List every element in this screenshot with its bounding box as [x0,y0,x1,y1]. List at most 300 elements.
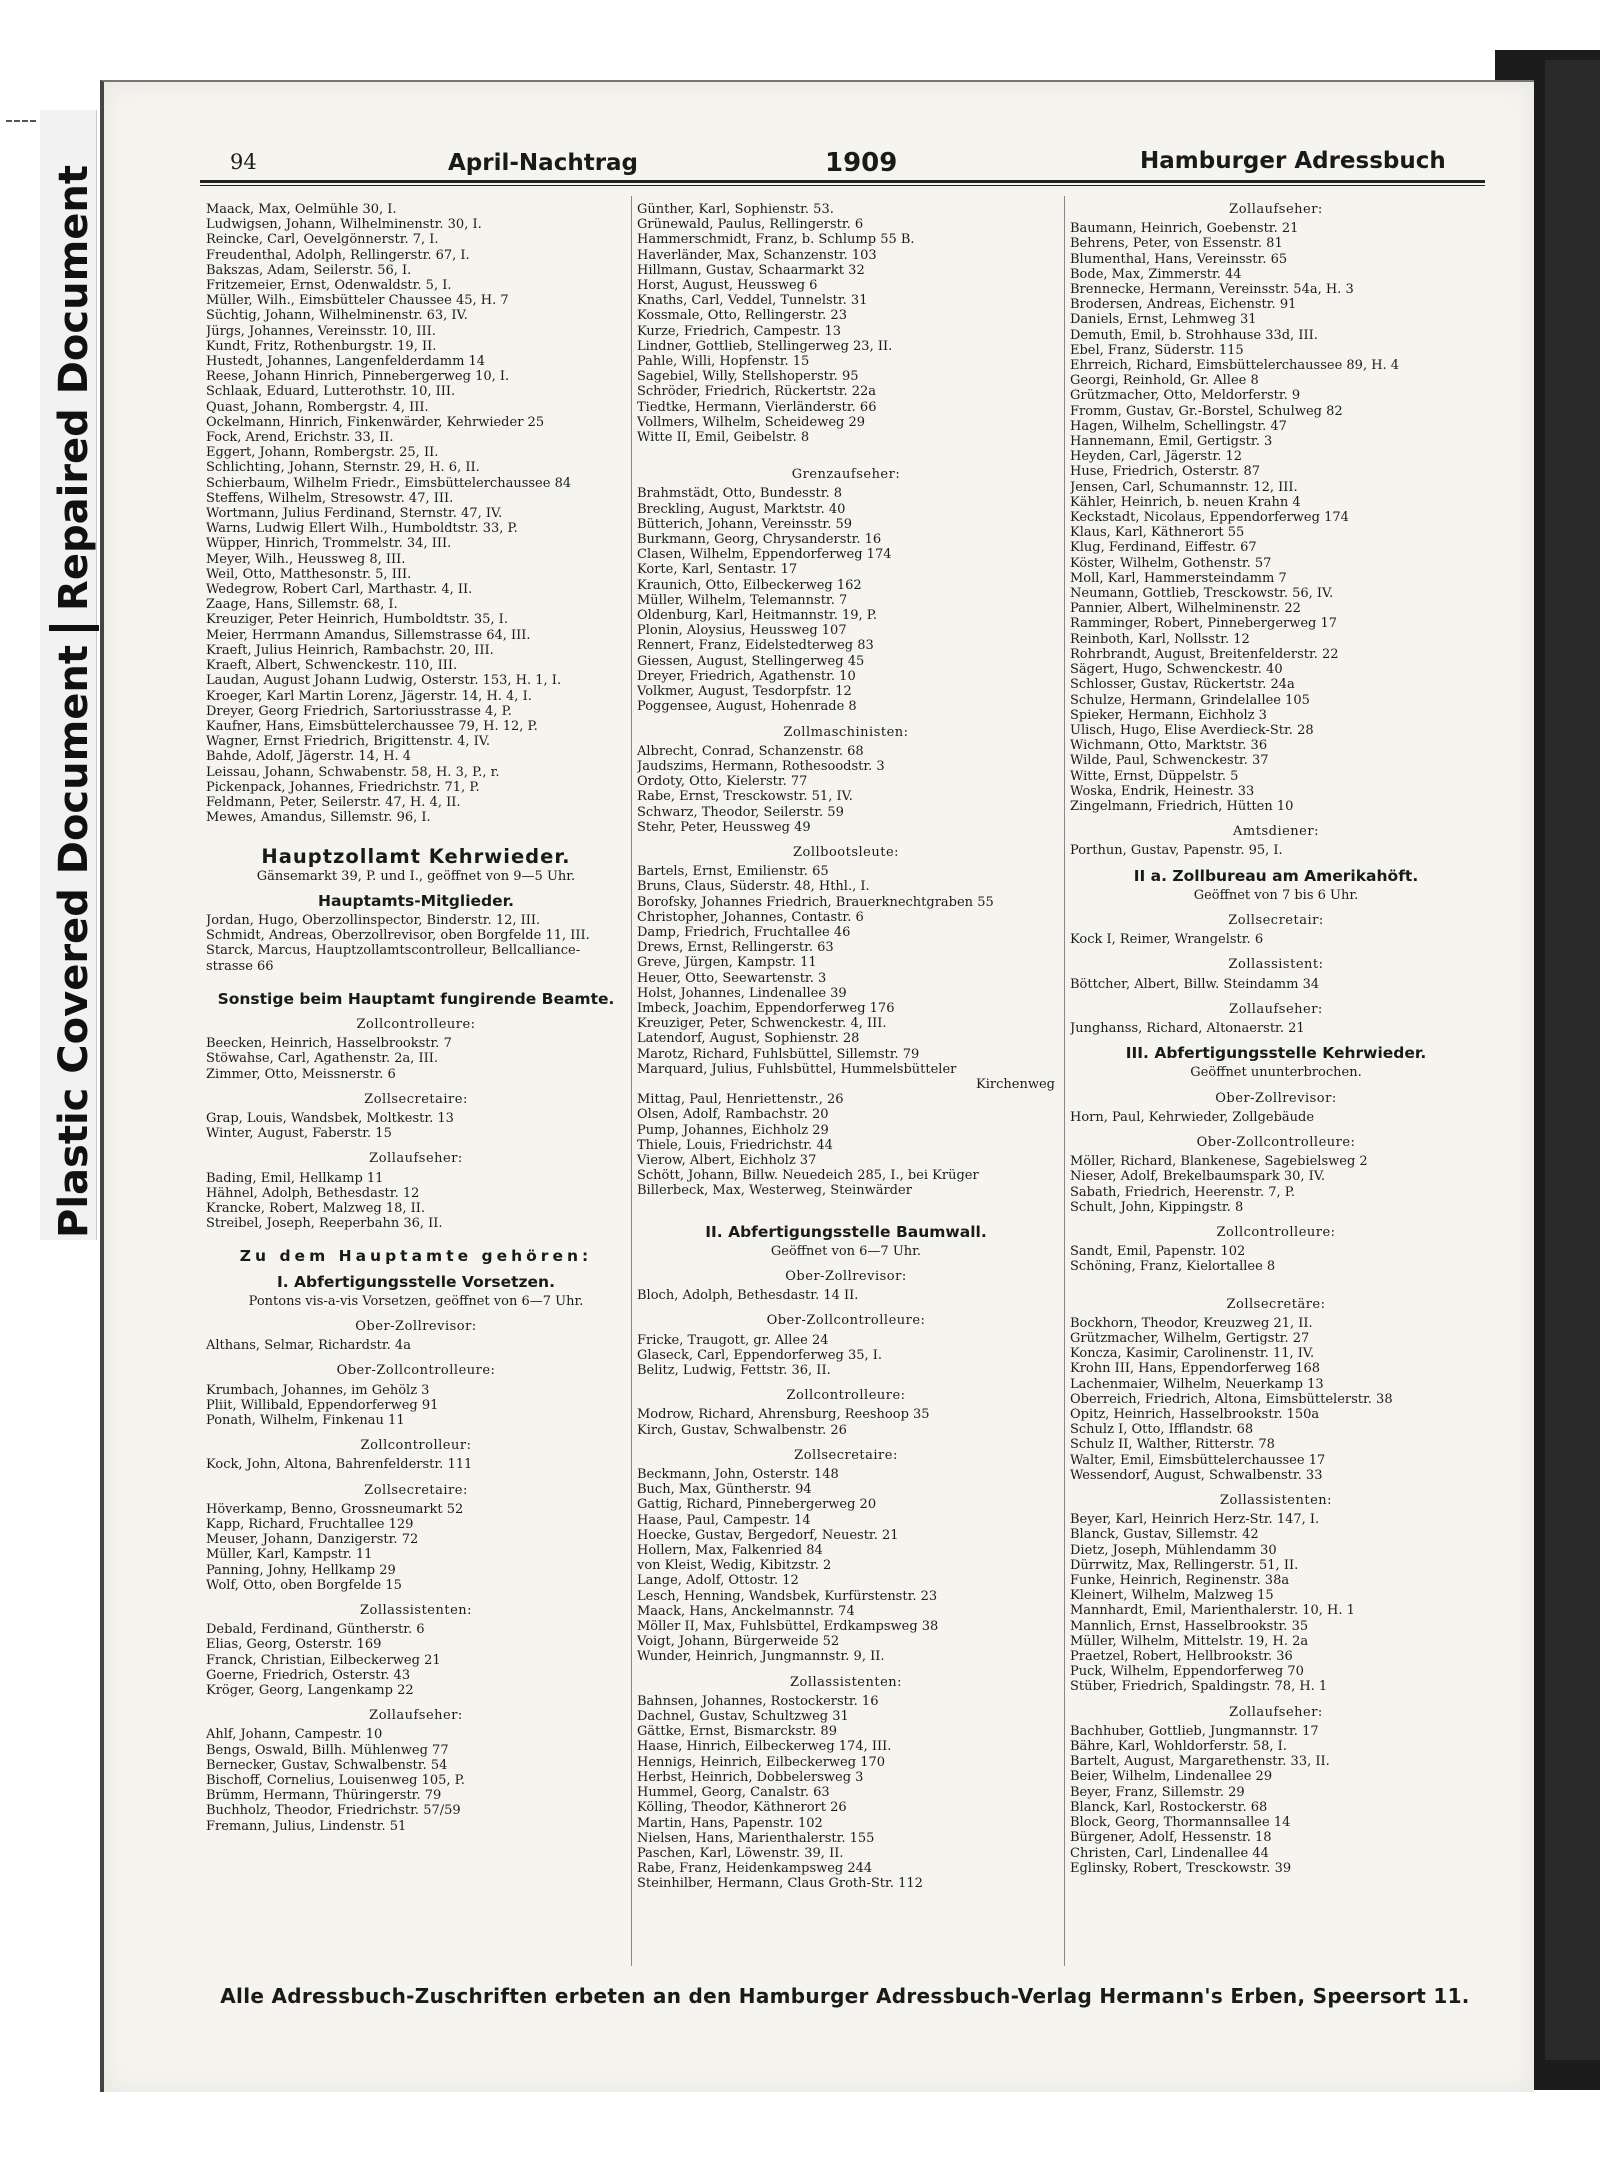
directory-entry: Korte, Karl, Sentastr. 17 [637,562,798,578]
directory-entry: Reincke, Carl, Oevelgönnerstr. 7, I. [206,232,439,248]
entry-list [637,1333,1055,1379]
directory-entry: Laudan, August Johann Ludwig, Osterstr. 153, H. 1, I. [206,673,562,689]
directory-entry: Ockelmann, Hinrich, Finkenwärder, Kehrwieder 25 [206,414,545,430]
directory-entry: Tiedtke, Hermann, Vierländerstr. 66 [637,399,877,415]
directory-entry: Clasen, Wilhelm, Eppendorferweg 174 [637,547,892,563]
directory-entry: Pickenpack, Johannes, Friedrichstr. 71, P. [206,779,480,795]
directory-entry: Olsen, Adolf, Rambachstr. 20 [637,1107,829,1123]
directory-entry: Jensen, Carl, Schumannstr. 12, III. [1070,479,1298,495]
directory-entry: Christen, Carl, Lindenallee 44 [1070,1845,1269,1861]
directory-entry: Dietz, Joseph, Mühlendamm 30 [1070,1542,1277,1558]
directory-entry: Meyer, Wilh., Heussweg 8, III. [206,551,406,567]
directory-entry: Kock I, Reimer, Wrangelstr. 6 [1070,932,1264,948]
group-heading: Ober-Zollcontrolleure: [336,1363,496,1379]
directory-entry: Ebel, Franz, Süderstr. 115 [1070,342,1244,358]
directory-entry: Fock, Arend, Erichstr. 33, II. [206,430,394,446]
directory-entry: Latendorf, August, Sophienstr. 28 [637,1031,860,1047]
entry-list [1070,1316,1482,1483]
directory-entry: Bischoff, Cornelius, Louisenweg 105, P. [206,1773,465,1789]
directory-entry: Mannlich, Ernst, Hasselbrookstr. 35 [1070,1618,1309,1634]
directory-entry: Christopher, Johannes, Contastr. 6 [637,909,864,925]
directory-entry: Brümm, Hermann, Thüringerstr. 79 [206,1788,442,1804]
page-footer: Alle Adressbuch-Zuschriften erbeten an den Hamburger Adressbuch-Verlag Hermann's Erben, Speersort 11. [220,1984,1470,2008]
directory-entry: Süchtig, Johann, Wilhelminenstr. 63, IV. [206,308,468,324]
directory-entry: Paschen, Karl, Löwenstr. 39, II. [637,1845,844,1861]
entry-list [206,1383,626,1429]
group-heading: Zollsecretäre: [1226,1296,1326,1312]
entry-list [637,1288,1055,1303]
directory-entry: Müller, Wilh., Eimsbütteler Chaussee 45, H. 7 [206,293,509,309]
directory-entry: Reinboth, Karl, Nollsstr. 12 [1070,631,1250,647]
section-subtitle: Geöffnet von 7 bis 6 Uhr. [1193,887,1359,903]
section-title: III. Abfertigungsstelle Kehrwieder. [1125,1044,1427,1063]
directory-entry: Heuer, Otto, Seewartenstr. 3 [637,970,827,986]
directory-entry: Schult, John, Kippingstr. 8 [1070,1199,1244,1215]
directory-entry: Schulz I, Otto, Ifflandstr. 68 [1070,1422,1254,1438]
directory-entry: Fremann, Julius, Lindenstr. 51 [206,1818,407,1834]
directory-entry: Schulz II, Walther, Ritterstr. 78 [1070,1437,1275,1453]
directory-entry: Beecken, Heinrich, Hasselbrookstr. 7 [206,1036,452,1052]
directory-entry: Dreyer, Friedrich, Agathenstr. 10 [637,668,856,684]
column-divider [631,196,632,1966]
directory-entry: Witte II, Emil, Geibelstr. 8 [637,430,810,446]
directory-entry: Martin, Hans, Papenstr. 102 [637,1815,823,1831]
directory-entry: Debald, Ferdinand, Güntherstr. 6 [206,1622,425,1638]
directory-entry: Hollern, Max, Falkenried 84 [637,1543,823,1559]
directory-entry: Grützmacher, Wilhelm, Gertigstr. 27 [1070,1331,1310,1346]
directory-entry: Bahnsen, Johannes, Rostockerstr. 16 [637,1693,879,1709]
directory-entry: Wortmann, Julius Ferdinand, Sternstr. 47, IV. [206,506,503,522]
directory-entry: Vollmers, Wilhelm, Scheideweg 29 [637,414,866,430]
directory-entry: Funke, Heinrich, Reginenstr. 38a [1070,1573,1290,1589]
directory-entry: Blumenthal, Hans, Vereinsstr. 65 [1070,251,1288,267]
directory-entry: Bachhuber, Gottlieb, Jungmannstr. 17 [1070,1723,1319,1739]
directory-entry: Gättke, Ernst, Bismarckstr. 89 [637,1724,837,1740]
directory-entry: Beckmann, John, Osterstr. 148 [637,1467,839,1483]
directory-entry: Müller, Wilhelm, Telemannstr. 7 [637,592,848,608]
directory-entry: Mannhardt, Emil, Marienthalerstr. 10, H. 1 [1070,1603,1355,1619]
directory-entry: Bernecker, Gustav, Schwalbenstr. 54 [206,1757,448,1773]
group-heading: Zollbootsleute: [792,844,900,860]
directory-entry: Wilde, Paul, Schwenckestr. 37 [1070,753,1269,769]
directory-entry: Bürgener, Adolf, Hessenstr. 18 [1070,1830,1272,1846]
directory-entry: Dreyer, Georg Friedrich, Sartoriusstrasse 4, P. [206,703,512,719]
directory-entry: Müller, Karl, Kampstr. 11 [206,1547,373,1563]
directory-entry: Heyden, Carl, Jägerstr. 12 [1070,449,1243,465]
group-heading: Zollsecretaire: [364,1091,468,1107]
directory-entry: Pump, Johannes, Eichholz 29 [637,1122,829,1138]
entry-list [206,1457,626,1472]
entry-list [1070,1244,1482,1274]
directory-entry: Huse, Friedrich, Osterstr. 87 [1070,464,1260,480]
directory-entry: Wolf, Otto, oben Borgfelde 15 [206,1577,402,1593]
directory-entry: Rohrbrandt, August, Breitenfelderstr. 22 [1070,646,1339,662]
directory-entry: Moll, Karl, Hammersteindamm 7 [1070,570,1287,586]
directory-entry: Lindner, Gottlieb, Stellingerweg 23, II. [637,338,893,354]
directory-entry: Voigt, Johann, Bürgerweide 52 [637,1634,840,1650]
directory-entry: Hannemann, Emil, Gertigstr. 3 [1070,434,1273,450]
directory-entry: strasse 66 [206,958,274,974]
directory-entry: Buchholz, Theodor, Friedrichstr. 57/59 [206,1803,461,1819]
entry-list [206,1111,626,1141]
directory-entry: Breckling, August, Marktstr. 40 [637,501,846,517]
directory-entry: Schulze, Hermann, Grindelallee 105 [1070,692,1310,708]
directory-entry: Blanck, Karl, Rostockerstr. 68 [1070,1799,1268,1815]
directory-entry: Fritzemeier, Ernst, Odenwaldstr. 5, I. [206,278,452,294]
header-right-title: Hamburger Adressbuch [1140,148,1446,174]
group-heading: Zollcontrolleure: [1216,1224,1336,1240]
directory-entry: Grap, Louis, Wandsbek, Moltkestr. 13 [206,1110,454,1126]
entry-list [1070,1021,1482,1036]
directory-entry: Sandt, Emil, Papenstr. 102 [1070,1244,1246,1260]
entry-list [1070,1110,1482,1125]
directory-entry: Dürrwitz, Max, Rellingerstr. 51, II. [1070,1557,1299,1573]
directory-entry: Hennigs, Heinrich, Eilbeckerweg 170 [637,1754,886,1770]
directory-entry: Ehrreich, Richard, Eimsbüttelerchaussee 89, H. 4 [1070,358,1400,374]
section-subtitle: Pontons vis-a-vis Vorsetzen, geöffnet von 6—7 Uhr. [248,1293,584,1309]
directory-entry: Stüber, Friedrich, Spaldingstr. 78, H. 1 [1070,1679,1328,1695]
directory-entry: Bengs, Oswald, Billh. Mühlenweg 77 [206,1742,449,1758]
directory-entry: Zaage, Hans, Sillemstr. 68, I. [206,597,398,613]
entry-list [1070,1512,1482,1694]
directory-entry: Gattig, Richard, Pinnebergerweg 20 [637,1497,877,1513]
entry-list [206,202,626,825]
directory-entry: Blanck, Gustav, Sillemstr. 42 [1070,1527,1259,1543]
directory-entry: Giessen, August, Stellingerweg 45 [637,653,865,669]
directory-entry: Steinhilber, Hermann, Claus Groth-Str. 112 [637,1876,923,1892]
directory-entry: Jürgs, Johannes, Vereinsstr. 10, III. [206,323,436,339]
directory-entry: Freudenthal, Adolph, Rellingerstr. 67, I. [206,247,470,263]
directory-entry: Bütterich, Johann, Vereinsstr. 59 [637,516,853,532]
directory-entry: Goerne, Friedrich, Osterstr. 43 [206,1667,411,1683]
directory-entry: Hagen, Wilhelm, Schellingstr. 47 [1070,418,1287,434]
group-heading: Grenzaufseher: [791,467,901,483]
directory-entry: Kossmale, Otto, Rellingerstr. 23 [637,308,847,324]
directory-entry: Quast, Johann, Rombergstr. 4, III. [206,399,429,415]
directory-entry: Horst, August, Heussweg 6 [637,278,818,294]
entry-continuation: Kirchenweg [976,1076,1055,1092]
entry-list [637,1467,1055,1665]
directory-entry: Pannier, Albert, Wilhelminenstr. 22 [1070,601,1301,617]
directory-entry: Oldenburg, Karl, Heitmannstr. 19, P. [637,608,878,624]
directory-entry: Bockhorn, Theodor, Kreuzweg 21, II. [1070,1315,1313,1331]
directory-entry: Müller, Wilhelm, Mittelstr. 19, H. 2a [1070,1633,1309,1649]
directory-entry: Köster, Wilhelm, Gothenstr. 57 [1070,555,1272,571]
sleeve-label-top: Repaired Document [51,165,97,611]
directory-entry: Brahmstädt, Otto, Bundesstr. 8 [637,486,843,502]
directory-entry: Meuser, Johann, Danzigerstr. 72 [206,1532,419,1548]
directory-entry: Schröder, Friedrich, Rückertstr. 22a [637,384,877,400]
directory-entry: Sagebiel, Willy, Stellshoperstr. 95 [637,369,859,385]
directory-entry: Ulisch, Hugo, Elise Averdieck-Str. 28 [1070,722,1314,738]
directory-entry: Krancke, Robert, Malzweg 18, II. [206,1200,426,1216]
directory-entry: Jordan, Hugo, Oberzollinspector, Binderstr. 12, III. [206,912,541,928]
directory-entry: Wedegrow, Robert Carl, Marthastr. 4, II. [206,582,473,598]
directory-entry: Daniels, Ernst, Lehmweg 31 [1070,312,1257,328]
directory-entry: Krumbach, Johannes, im Gehölz 3 [206,1382,430,1398]
group-heading: Ober-Zollcontrolleure: [766,1313,926,1329]
group-heading: Ober-Zollrevisor: [1215,1090,1337,1106]
directory-entry: Schlaak, Eduard, Lutterothstr. 10, III. [206,384,456,400]
directory-entry: Marquard, Julius, Fuhlsbüttel, Hummelsbütteler [637,1061,957,1077]
group-heading: Zollassistenten: [789,1674,903,1690]
directory-entry: Ponath, Wilhelm, Finkenau 11 [206,1413,405,1429]
directory-entry: Kröger, Georg, Langenkamp 22 [206,1683,414,1699]
section-title: II a. Zollbureau am Amerikahöft. [1133,866,1419,885]
directory-entry: Puck, Wilhelm, Eppendorferweg 70 [1070,1664,1304,1680]
directory-entry: Brodersen, Andreas, Eichenstr. 91 [1070,297,1297,313]
entry-list [1070,221,1482,814]
column-middle [637,202,1055,1892]
directory-entry: Kreuziger, Peter, Schwenckestr. 4, III. [637,1016,887,1032]
directory-entry: Schöning, Franz, Kielortallee 8 [1070,1259,1276,1275]
directory-entry: Hammerschmidt, Franz, b. Schlump 55 B. [637,232,915,248]
header-left-title: April-Nachtrag [448,150,639,176]
directory-entry: Meier, Herrmann Amandus, Sillemstrasse 64, III. [206,627,531,643]
directory-entry: Glaseck, Carl, Eppendorferweg 35, I. [637,1347,883,1363]
section-title: I. Abfertigungsstelle Vorsetzen. [277,1272,555,1291]
group-heading: Zollmaschinisten: [783,724,909,740]
group-heading: Zollcontrolleure: [356,1016,476,1032]
section-title: II. Abfertigungsstelle Baumwall. [705,1222,987,1241]
directory-entry: Pahle, Willi, Hopfenstr. 15 [637,354,810,370]
directory-entry: Wunder, Heinrich, Jungmannstr. 9, II. [637,1649,885,1665]
directory-entry: Fromm, Gustav, Gr.-Borstel, Schulweg 82 [1070,403,1343,419]
directory-entry: Koncza, Kasimir, Carolinenstr. 11, IV. [1070,1346,1315,1362]
directory-entry: Schwarz, Theodor, Seilerstr. 59 [637,804,844,820]
section-subtitle: Gänsemarkt 39, P. und I., geöffnet von 9—5 Uhr. [256,868,576,884]
group-heading: Zollaufseher: [369,1708,463,1724]
directory-entry: von Kleist, Wedig, Kibitzstr. 2 [637,1558,832,1574]
column-divider [1064,196,1065,1966]
directory-entry: Beyer, Karl, Heinrich Herz-Str. 147, I. [1070,1512,1320,1528]
entry-list [637,1092,1055,1198]
directory-entry: Behrens, Peter, von Essenstr. 81 [1070,236,1283,252]
group-heading: Ober-Zollcontrolleure: [1196,1134,1356,1150]
directory-entry: Imbeck, Joachim, Eppendorferweg 176 [637,1000,895,1016]
directory-entry: Ramminger, Robert, Pinnebergerweg 17 [1070,616,1338,632]
directory-entry: Modrow, Richard, Ahrensburg, Reeshoop 35 [637,1407,930,1423]
group-heading: Zollsecretair: [1228,912,1324,928]
entry-list [206,1502,626,1593]
directory-entry: Mewes, Amandus, Sillemstr. 96, I. [206,810,431,826]
group-heading: Zollaufseher: [1229,1001,1323,1017]
directory-entry: Bartelt, August, Margarethenstr. 33, II. [1070,1754,1330,1770]
entry-list [1070,977,1482,992]
directory-entry: Marotz, Richard, Fuhlsbüttel, Sillemstr. 79 [637,1046,920,1062]
directory-entry: Kraeft, Julius Heinrich, Rambachstr. 20, III. [206,642,494,658]
directory-entry: Klug, Ferdinand, Eiffestr. 67 [1070,540,1257,556]
sleeve-text [46,108,102,1238]
directory-entry: Möller, Richard, Blankenese, Sagebielsweg 2 [1070,1154,1368,1170]
section-title: Hauptamts-Mitglieder. [318,891,514,910]
directory-entry: Belitz, Ludwig, Fettstr. 36, II. [637,1363,831,1379]
directory-entry: Zingelmann, Friedrich, Hütten 10 [1070,798,1294,814]
directory-entry: Klaus, Karl, Käthnerort 55 [1070,525,1245,541]
directory-entry: Reese, Johann Hinrich, Pinnebergerweg 10, I. [206,369,510,385]
directory-entry: Beier, Wilhelm, Lindenallee 29 [1070,1769,1273,1785]
directory-entry: Schierbaum, Wilhelm Friedr., Eimsbüttelerchaussee 84 [206,475,572,491]
group-heading: Zollassistenten: [359,1603,473,1619]
directory-entry: Bakszas, Adam, Seilerstr. 56, I. [206,262,412,278]
directory-entry: Fricke, Traugott, gr. Allee 24 [637,1332,829,1348]
directory-entry: Bartels, Ernst, Emilienstr. 65 [637,864,829,880]
directory-entry: Opitz, Heinrich, Hasselbrookstr. 150a [1070,1407,1320,1423]
directory-entry: Sabath, Friedrich, Heerenstr. 7, P. [1070,1184,1296,1200]
directory-entry: Winter, August, Faberstr. 15 [206,1126,392,1142]
directory-entry: Mittag, Paul, Henriettenstr., 26 [637,1092,844,1108]
directory-entry: Demuth, Emil, b. Strohhause 33d, III. [1070,327,1318,343]
directory-entry: Zimmer, Otto, Meissnerstr. 6 [206,1066,396,1082]
directory-entry: Bähre, Karl, Wohldorferstr. 58, I. [1070,1739,1287,1755]
directory-entry: Wichmann, Otto, Marktstr. 36 [1070,738,1268,754]
entry-list [637,1694,1055,1892]
directory-entry: Dachnel, Gustav, Schultzweg 31 [637,1709,849,1725]
directory-entry: Volkmer, August, Tesdorpfstr. 12 [637,684,852,700]
directory-entry: Haase, Paul, Campestr. 14 [637,1512,811,1528]
directory-entry: Brennecke, Hermann, Vereinsstr. 54a, H. 3 [1070,282,1354,298]
directory-entry: Wüpper, Hinrich, Trommelstr. 34, III. [206,536,452,552]
column-right [1070,202,1482,1876]
directory-entry: Eglinsky, Robert, Tresckowstr. 39 [1070,1860,1292,1876]
section-title: Sonstige beim Hauptamt fungirende Beamte. [217,989,615,1008]
directory-entry: Haase, Hinrich, Eilbeckerweg 174, III. [637,1739,892,1755]
entry-list [206,1036,626,1082]
entry-list [1070,932,1482,947]
directory-entry: Neumann, Gottlieb, Tresckowstr. 56, IV. [1070,586,1334,602]
entry-list [206,1171,626,1232]
directory-entry: Albrecht, Conrad, Schanzenstr. 68 [637,743,864,759]
directory-entry: Horn, Paul, Kehrwieder, Zollgebäude [1070,1109,1315,1125]
directory-entry: Stehr, Peter, Heussweg 49 [637,819,811,835]
directory-entry: Grünewald, Paulus, Rellingerstr. 6 [637,217,864,233]
directory-entry: Porthun, Gustav, Papenstr. 95, I. [1070,843,1283,859]
group-heading: Zollaufseher: [1229,1704,1323,1720]
group-heading: Zollsecretaire: [794,1447,898,1463]
directory-entry: Ahlf, Johann, Campestr. 10 [206,1727,383,1743]
header-year: 1909 [825,148,898,178]
directory-entry: Buch, Max, Güntherstr. 94 [637,1482,812,1498]
directory-entry: Keckstadt, Nicolaus, Eppendorferweg 174 [1070,510,1349,526]
directory-entry: Bahde, Adolf, Jägerstr. 14, H. 4 [206,749,412,765]
directory-entry: Schött, Johann, Billw. Neuedeich 285, I., bei Krüger [637,1168,979,1184]
directory-entry: Spieker, Hermann, Eichholz 3 [1070,707,1267,723]
entry-list [637,744,1055,835]
directory-entry: Kähler, Heinrich, b. neuen Krahn 4 [1070,494,1301,510]
directory-entry: Schlosser, Gustav, Rückertstr. 24a [1070,677,1295,693]
directory-entry: Streibel, Joseph, Reeperbahn 36, II. [206,1216,443,1232]
directory-entry: Schlichting, Johann, Sternstr. 29, H. 6, II. [206,460,480,476]
directory-entry: Kurze, Friedrich, Campestr. 13 [637,323,842,339]
directory-entry: Kirch, Gustav, Schwalbenstr. 26 [637,1422,847,1438]
group-heading: Zollassistent: [1228,957,1324,973]
group-heading: Zollaufseher: [369,1151,463,1167]
directory-entry: Warns, Ludwig Ellert Wilh., Humboldtstr. 33, P. [206,521,518,537]
directory-entry: Burkmann, Georg, Chrysanderstr. 16 [637,532,882,548]
directory-entry: Holst, Johannes, Lindenallee 39 [637,985,847,1001]
directory-entry: Woska, Endrik, Heinestr. 33 [1070,783,1255,799]
directory-entry: Wagner, Ernst Friedrich, Brigittenstr. 4, IV. [206,734,491,750]
directory-entry: Kraunich, Otto, Eilbeckerweg 162 [637,577,862,593]
directory-entry: Kundt, Fritz, Rothenburgstr. 19, II. [206,338,437,354]
directory-entry: Hillmann, Gustav, Schaarmarkt 32 [637,262,865,278]
entry-list [206,913,626,974]
directory-entry: Bading, Emil, Hellkamp 11 [206,1170,384,1186]
directory-entry: Rabe, Ernst, Tresckowstr. 51, IV. [637,789,853,805]
group-heading: Zollaufseher: [1229,202,1323,217]
entry-list [206,1727,626,1833]
directory-entry: Nieser, Adolf, Brekelbaumspark 30, IV. [1070,1169,1326,1185]
directory-entry: Plonin, Aloysius, Heussweg 107 [637,623,847,639]
group-heading: Ober-Zollrevisor: [355,1319,477,1334]
entry-list [206,1622,626,1698]
entry-list [1070,1724,1482,1876]
directory-entry: Höverkamp, Benno, Grossneumarkt 52 [206,1501,464,1517]
directory-entry: Stöwahse, Carl, Agathenstr. 2a, III. [206,1051,439,1067]
directory-entry: Möller II, Max, Fuhlsbüttel, Erdkampsweg 38 [637,1619,939,1635]
directory-entry: Leissau, Johann, Schwabenstr. 58, H. 3, P., r. [206,764,500,780]
directory-entry: Thiele, Louis, Friedrichstr. 44 [637,1137,833,1153]
header-rule [200,180,1485,186]
directory-entry: Junghanss, Richard, Altonaerstr. 21 [1070,1020,1305,1036]
directory-entry: Böttcher, Albert, Billw. Steindamm 34 [1070,976,1320,992]
sleeve-label-bottom: Plastic Covered Document [51,644,97,1238]
margin-marks [6,120,36,132]
directory-entry: Kock, John, Altona, Bahrenfelderstr. 111 [206,1457,473,1473]
entry-list [206,1338,626,1353]
column-left [206,202,626,1834]
entry-list [1070,843,1482,858]
directory-entry: Greve, Jürgen, Kampstr. 11 [637,955,817,971]
directory-entry: Kleinert, Wilhelm, Malzweg 15 [1070,1588,1274,1604]
directory-entry: Maack, Hans, Anckelmannstr. 74 [637,1603,855,1619]
directory-entry: Georgi, Reinhold, Gr. Allee 8 [1070,373,1259,389]
directory-entry: Hustedt, Johannes, Langenfelderdamm 14 [206,354,486,370]
group-heading: Zollsecretaire: [364,1482,468,1498]
sleeve-separator [49,625,99,631]
group-heading: Ober-Zollrevisor: [785,1269,907,1284]
entry-list [1070,1154,1482,1215]
directory-entry: Steffens, Wilhelm, Stresowstr. 47, III. [206,490,454,506]
section-subtitle: Geöffnet von 6—7 Uhr. [770,1243,922,1259]
page-number: 94 [230,150,257,174]
directory-entry: Panning, Johny, Hellkamp 29 [206,1562,396,1578]
directory-entry: Kroeger, Karl Martin Lorenz, Jägerstr. 14, H. 4, I. [206,688,532,704]
directory-entry: Althans, Selmar, Richardstr. 4a [206,1338,411,1354]
directory-entry: Block, Georg, Thormannsallee 14 [1070,1815,1291,1831]
directory-entry: Rennert, Franz, Eidelstedterweg 83 [637,638,874,654]
directory-entry: Lesch, Henning, Wandsbek, Kurfürstenstr. 23 [637,1588,938,1604]
directory-entry: Pliit, Willibald, Eppendorferweg 91 [206,1397,439,1413]
scanner-border-edge [1545,60,1600,2060]
directory-entry: Knaths, Carl, Veddel, Tunnelstr. 31 [637,293,868,309]
directory-entry: Grützmacher, Otto, Meldorferstr. 9 [1070,388,1301,404]
directory-entry: Bloch, Adolph, Bethesdastr. 14 II. [637,1288,859,1304]
directory-entry: Kölling, Theodor, Käthnerort 26 [637,1800,847,1816]
directory-entry: Kraeft, Albert, Schwenckestr. 110, III. [206,658,458,674]
directory-entry: Hummel, Georg, Canalstr. 63 [637,1785,830,1801]
entry-list [637,202,1055,445]
entry-list [637,1407,1055,1437]
directory-entry: Borofsky, Johannes Friedrich, Brauerknechtgraben 55 [637,894,994,910]
directory-entry: Kapp, Richard, Fruchtallee 129 [206,1517,414,1533]
directory-entry: Haverländer, Max, Schanzenstr. 103 [637,247,877,263]
section-title: Hauptzollamt Kehrwieder. [261,845,571,869]
directory-entry: Nielsen, Hans, Marienthalerstr. 155 [637,1830,875,1846]
directory-entry: Praetzel, Robert, Hellbrookstr. 36 [1070,1649,1293,1665]
directory-entry: Herbst, Heinrich, Dobbelersweg 3 [637,1769,864,1785]
group-heading: Zollassistenten: [1219,1493,1333,1509]
